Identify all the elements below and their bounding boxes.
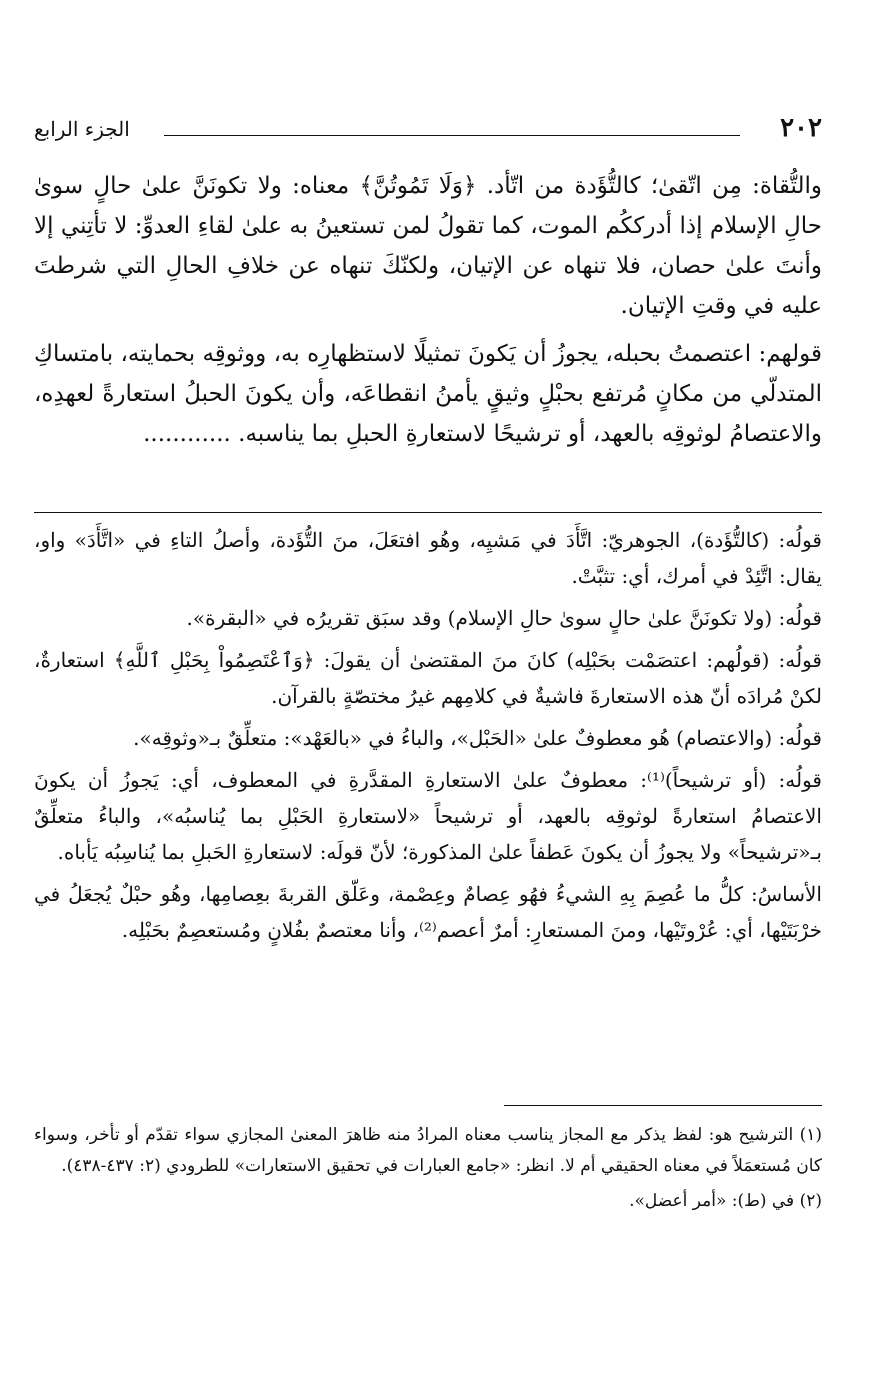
page-header (34, 113, 822, 157)
main-paragraph: والتُّقاة: مِن اتّقىٰ؛ كالتُّؤَدة من اتّأد. ﴿وَلَا تَمُوتُنَّ﴾ معناه: ولا تكونَنَّ علىٰ حالٍ سوىٰ حالِ الإسلام إذا أدرككُم الموت، كما تقولُ لمن تستعينُ به علىٰ لقاءِ العدوِّ: لا تأتِني إلا وأنتَ علىٰ حصان، فلا تنهاه عن الإتيان، ولكنّكَ تنهاه عن خلافِ الحالِ التي شرطتَ عليه في وقتِ الإتيان. (34, 173, 822, 319)
main-paragraph: قولهم: اعتصمتُ بحبله، يجوزُ أن يَكونَ تمثيلًا لاستظهارِه به، ووثوقِه بحمايته، بامتساكِ المتدلّي من مكانٍ مُرتفع بحبْلٍ وثيقٍ يأمنُ انقطاعَه، وأن يكونَ الحبلُ استعارةً لعهدِه، والاعتصامُ لوثوقِه بالعهد، أو ترشيحًا لاستعارةِ الحبلِ بما يناسبه. ............ (34, 341, 822, 447)
commentary-paragraph: قولُه: (كالتُّؤَدة)، الجوهريّ: اتَّأَدَ في مَشيِه، وهُو افتعَلَ، منَ التُّؤَدة، وأصلُ التاءِ في «اتَّأَدَ» واو، يقال: اتَّئِدْ في أمرك، أي: تثبَّتْ. (34, 528, 822, 588)
main-text (34, 166, 822, 462)
footnote-rule (504, 1105, 822, 1106)
commentary-paragraph: الأساسُ: كلُّ ما عُصِمَ بِهِ الشيءُ فهُو عِصامٌ وعِصْمة، وعَلّق القربةَ بعِصامِها، وهُو حبْلٌ يُجعَلُ في خرْبَتَيْها، أي: عُرْوتَيْها، ومنَ المستعارِ: أمرٌ أعصم⁽²⁾، وأنا معتصمٌ بفُلانٍ ومُستعصِمٌ بحَبْلِه. (34, 882, 822, 942)
footnote: (١) الترشيح هو: لفظ يذكر مع المجاز يناسب معناه المرادُ منه ظاهرَ المعنىٰ المجازي سواء تقدّم أو تأخر، وسواء كان مُستعمَلاً في معناه الحقيقي أم لا. انظر: «جامع العبارات في تحقيق الاستعارات» للطرودي (٢: ٤٣٧-٤٣٨). (34, 1125, 822, 1176)
footnotes-section (34, 1120, 822, 1221)
commentary-section (34, 522, 822, 954)
footnote: (٢) في (ط): «أمر أعضل». (629, 1191, 822, 1211)
commentary-paragraph: قولُه: (قولُهم: اعتصَمْت بحَبْلِه) كانَ منَ المقتضىٰ أن يقولَ: ﴿وَٱعْتَصِمُواْ بِحَبْلِ ٱللَّهِ﴾ استعارةٌ، لكنْ مُرادَه أنّ هذه الاستعارةَ فاشيةٌ في كلامِهم غيرُ مختصّةٍ بالقرآن. (34, 648, 822, 708)
commentary-divider (34, 512, 822, 513)
commentary-paragraph: قولُه: (أو ترشيحاً)⁽¹⁾: معطوفٌ علىٰ الاستعارةِ المقدَّرةِ في المعطوف، أي: يَجوزُ أن يكونَ الاعتصامُ استعارةً لوثوقِه بالعهد، أو ترشيحاً «لاستعارةِ الحَبْلِ بما يُناسبُه»، والباءُ متعلِّقٌ بـ«ترشيحاً» ولا يجوزُ أن يكونَ عَطفاً علىٰ المذكورة؛ لأنّ قولَه: لاستعارةِ الحَبلِ بما يُناسِبُه يَأباه. (34, 768, 822, 864)
page-number: ٢٠٢ (780, 113, 822, 143)
commentary-paragraph: قولُه: (والاعتصام) هُو معطوفٌ علىٰ «الحَبْل»، والباءُ في «بالعَهْد»: متعلِّقٌ بـ«وثوقِه». (133, 726, 822, 750)
commentary-paragraph: قولُه: (ولا تكونَنَّ علىٰ حالٍ سوىٰ حالِ الإسلام) وقد سبَق تقريرُه في «البقرة». (186, 606, 822, 630)
header-rule (164, 135, 740, 136)
part-title: الجزء الرابع (34, 117, 130, 141)
